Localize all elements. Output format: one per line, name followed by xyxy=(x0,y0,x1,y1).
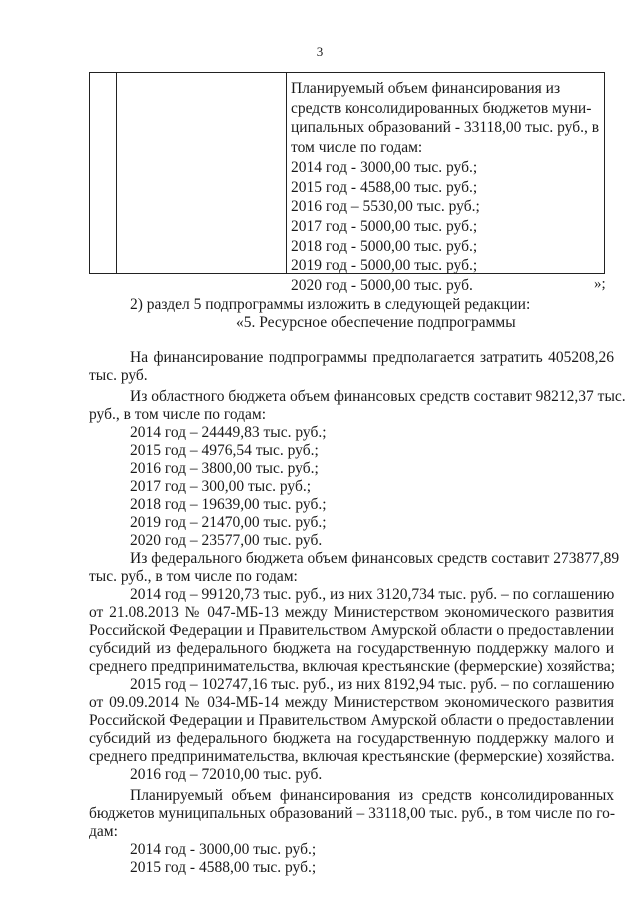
cell-line: том числе по годам: xyxy=(291,139,423,157)
body-text-line: 2015 год – 102747,16 тыс. руб., из них 8192,94 тыс. руб. – по соглашению xyxy=(130,676,615,693)
cell-line: средств консолидированных бюджетов муни- xyxy=(291,99,592,117)
year-amount-line: 2014 год – 24449,83 тыс. руб.; xyxy=(130,424,327,441)
page-number: 3 xyxy=(316,44,324,59)
cell-line: 2020 год - 5000,00 тыс. руб. xyxy=(291,277,473,295)
year-amount-line: 2016 год – 3800,00 тыс. руб.; xyxy=(130,460,319,477)
body-text-line: субсидий из федерального бюджета на государственную поддержку малого и xyxy=(89,640,614,657)
year-amount-line: 2015 год – 4976,54 тыс. руб.; xyxy=(130,442,319,459)
year-amount-line: 2015 год - 4588,00 тыс. руб.; xyxy=(130,859,317,876)
table-column-divider xyxy=(286,73,287,273)
year-amount-line: 2019 год – 21470,00 тыс. руб.; xyxy=(130,514,327,531)
cell-line: 2015 год - 4588,00 тыс. руб.; xyxy=(291,178,478,196)
cell-line: Планируемый объем финансирования из xyxy=(291,80,561,97)
body-text-line: бюджетов муниципальных образований – 33118,00 тыс. руб., в том числе по го- xyxy=(89,805,616,822)
year-amount-line: 2017 год – 300,00 тыс. руб.; xyxy=(130,478,312,495)
year-amount-line: 2020 год – 23577,00 тыс. руб. xyxy=(130,532,323,549)
body-text-line: от 21.08.2013 № 047-МБ-13 между Министерством экономического развития xyxy=(89,604,614,621)
cell-line: 2019 год - 5000,00 тыс. руб.; xyxy=(291,257,478,275)
body-text-line: среднего предпринимательства, включая крестьянские (фермерские) хозяйства; xyxy=(89,658,616,675)
section-heading: «5. Ресурсное обеспечение подпрограммы xyxy=(236,314,516,331)
amendment-item: 2) раздел 5 подпрограммы изложить в следующей редакции: xyxy=(130,296,531,313)
body-text-line: На финансирование подпрограммы предполагается затратить 405208,26 xyxy=(130,349,614,366)
cell-line: 2014 год - 3000,00 тыс. руб.; xyxy=(291,158,478,176)
body-text-line: Из областного бюджета объем финансовых средств составит 98212,37 тыс. xyxy=(130,388,626,405)
body-text-line: субсидий из федерального бюджета на государственную поддержку малого и xyxy=(89,730,614,747)
year-amount-line: 2014 год - 3000,00 тыс. руб.; xyxy=(130,841,317,858)
year-amount-line: 2018 год – 19639,00 тыс. руб.; xyxy=(130,496,327,513)
cell-line: 2017 год - 5000,00 тыс. руб.; xyxy=(291,217,478,235)
cell-line: 2018 год - 5000,00 тыс. руб.; xyxy=(291,237,478,255)
table-column-divider xyxy=(116,73,117,273)
body-text-line: среднего предпринимательства, включая крестьянские (фермерские) хозяйства. xyxy=(89,748,615,765)
continuation-table xyxy=(89,72,605,295)
year-amount-line: 2016 год – 72010,00 тыс. руб. xyxy=(130,766,323,783)
body-text-line: от 09.09.2014 № 034-МБ-14 между Министерством экономического развития xyxy=(89,694,614,711)
body-text-line: Из федерального бюджета объем финансовых средств составит 273877,89 xyxy=(130,550,620,567)
body-text-line: руб., в том числе по годам: xyxy=(89,406,267,423)
cell-line: ципальных образований - 33118,00 тыс. руб., в xyxy=(291,119,600,137)
body-text-line: Российской Федерации и Правительством Амурской области о предоставлении xyxy=(89,622,614,639)
closing-quote: »; xyxy=(594,276,606,292)
body-text-line: тыс. руб. xyxy=(89,367,148,384)
body-text-line: Планируемый объем финансирования из средств консолидированных xyxy=(130,787,614,804)
cell-line: 2016 год – 5530,00 тыс. руб.; xyxy=(291,198,480,216)
body-text-line: дам: xyxy=(89,823,118,840)
body-text-line: Российской Федерации и Правительством Амурской области о предоставлении xyxy=(89,712,614,729)
body-text-line: тыс. руб., в том числе по годам: xyxy=(89,568,298,585)
funding-cell xyxy=(291,79,601,296)
body-text-line: 2014 год – 99120,73 тыс. руб., из них 3120,734 тыс. руб. – по соглашению xyxy=(130,586,615,603)
